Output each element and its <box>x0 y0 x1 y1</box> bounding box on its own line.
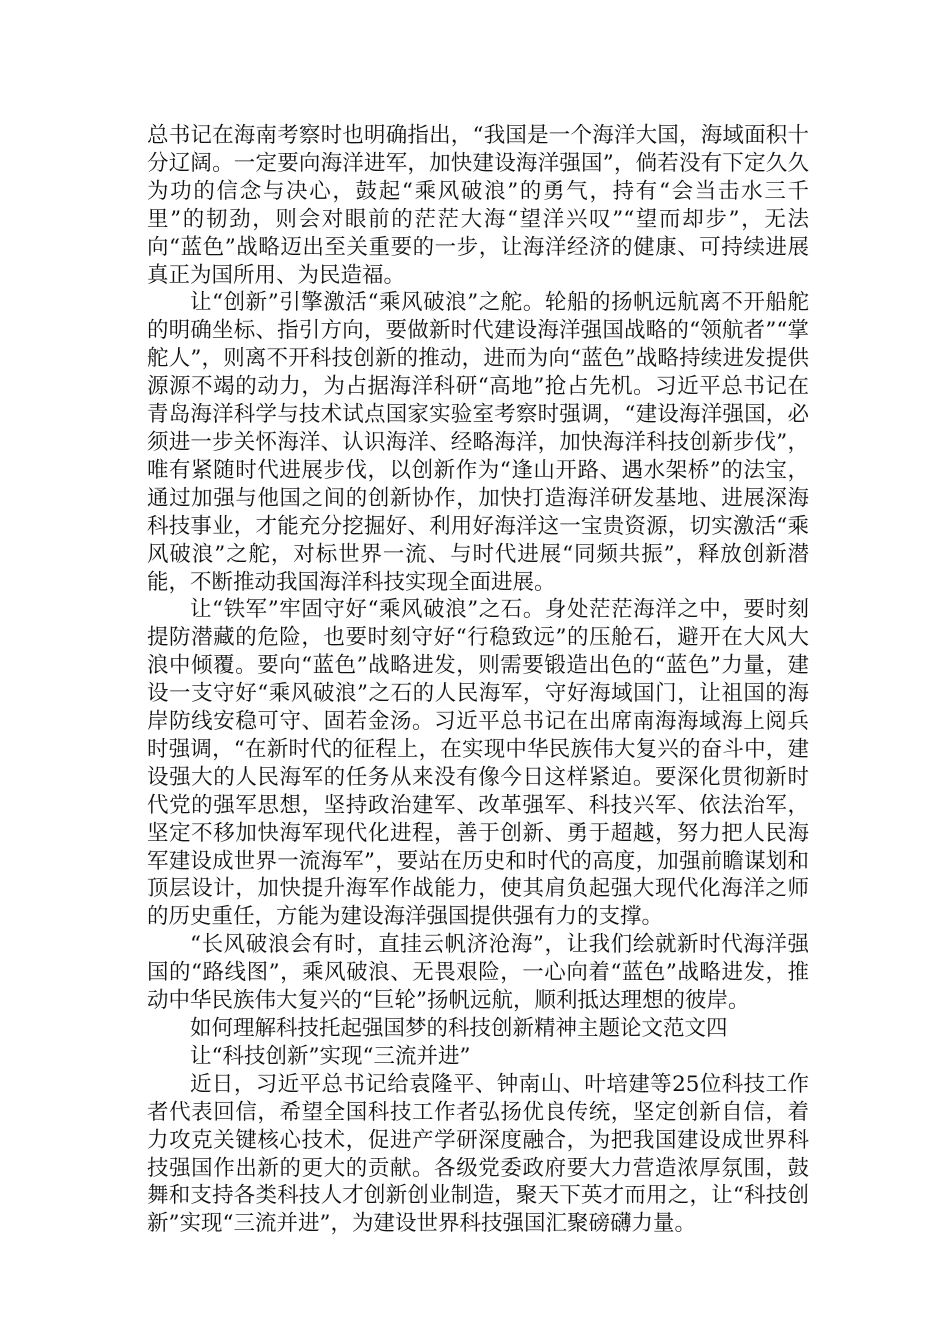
paragraph-1: 总书记在海南考察时也明确指出，“我国是一个海洋大国，海域面积十分辽阔。一定要向海洋进军，加快建设海洋强国”，倘若没有下定久久为功的信念与决心，鼓起“乘风破浪”的勇气，持有“会当击水三千里”的韧劲，则会对眼前的茫茫大海“望洋兴叹”“望而却步”，无法向“蓝色”战略迈出至关重要的一步，让海洋经济的健康、可持续进展真正为国所用、为民造福。 <box>147 123 809 288</box>
paragraph-2: 让“创新”引擎激活“乘风破浪”之舵。轮船的扬帆远航离不开船舵的明确坐标、指引方向，要做新时代建设海洋强国战略的“领航者”“掌舵人”，则离不开科技创新的推动，进而为向“蓝色”战略持续进发提供源源不竭的动力，为占据海洋科研“高地”抢占先机。习近平总书记在青岛海洋科学与技术试点国家实验室考察时强调，“建设海洋强国，必须进一步关怀海洋、认识海洋、经略海洋，加快海洋科技创新步伐”，唯有紧随时代进展步伐，以创新作为“逢山开路、遇水架桥”的法宝，通过加强与他国之间的创新协作，加快打造海洋研发基地、进展深海科技事业，才能充分挖掘好、利用好海洋这一宝贵资源，切实激活“乘风破浪”之舵，对标世界一流、与时代进展“同频共振”，释放创新潜能，不断推动我国海洋科技实现全面进展。 <box>147 290 809 595</box>
section-subtitle: 让“科技创新”实现“三流并进” <box>190 1043 471 1069</box>
paragraph-3: 让“铁军”牢固守好“乘风破浪”之石。身处茫茫海洋之中，要时刻提防潜藏的危险，也要时刻守好“行稳致远”的压舱石，避开在大风大浪中倾覆。要向“蓝色”战略进发，则需要锻造出色的“蓝色”力量，建设一支守好“乘风破浪”之石的人民海军，守好海域国门，让祖国的海岸防线安稳可守、固若金汤。习近平总书记在出席南海海域海上阅兵时强调，“在新时代的征程上，在实现中华民族伟大复兴的奋斗中，建设强大的人民海军的任务从来没有像今日这样紧迫。要深化贯彻新时代党的强军思想，坚持政治建军、改革强军、科技兴军、依法治军，坚定不移加快海军现代化进程，善于创新、勇于超越，努力把人民海军建设成世界一流海军”，要站在历史和时代的高度，加强前瞻谋划和顶层设计，加快提升海军作战能力，使其肩负起强大现代化海洋之师的历史重任，方能为建设海洋强国提供强有力的支撑。 <box>147 597 809 930</box>
document-page <box>147 122 809 1238</box>
section-title: 如何理解科技托起强国梦的科技创新精神主题论文范文四 <box>190 1016 728 1041</box>
paragraph-4: “长风破浪会有时，直挂云帆济沧海”，让我们绘就新时代海洋强国的“路线图”，乘风破浪、无畏艰险，一心向着“蓝色”战略进发，推动中华民族伟大复兴的“巨轮”扬帆远航，顺利抵达理想的彼岸。 <box>147 932 810 1014</box>
paragraph-5: 近日，习近平总书记给袁隆平、钟南山、叶培建等25位科技工作者代表回信，希望全国科技工作者弘扬优良传统，坚定创新自信，着力攻克关键核心技术，促进产学研深度融合，为把我国建设成世界科技强国作出新的更大的贡献。各级党委政府要大力营造浓厚氛围，鼓舞和支持各类科技人才创新创业制造，聚天下英才而用之，让“科技创新”实现“三流并进”，为建设世界科技强国汇聚磅礴力量。 <box>147 1071 809 1237</box>
